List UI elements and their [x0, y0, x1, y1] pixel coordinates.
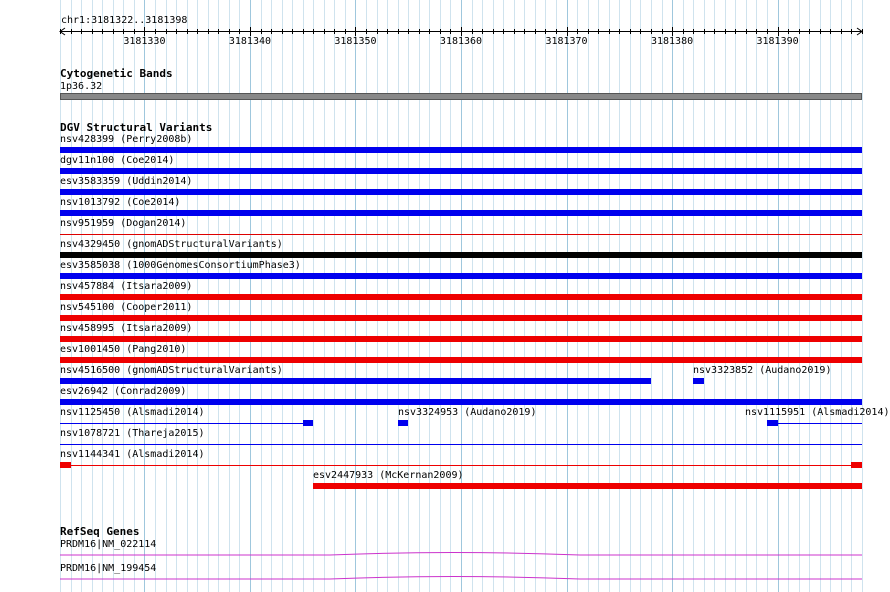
- dgv-feature-bar[interactable]: [398, 420, 408, 426]
- dgv-feature-label[interactable]: nsv1125450 (Alsmadi2014): [60, 407, 205, 418]
- dgv-feature-block[interactable]: [303, 420, 313, 426]
- dgv-feature-label[interactable]: nsv458995 (Itsara2009): [60, 323, 193, 334]
- dgv-feature-bar[interactable]: [60, 294, 862, 300]
- dgv-feature-bar[interactable]: [60, 423, 313, 424]
- dgv-feature-label[interactable]: esv1001450 (Pang2010): [60, 344, 187, 355]
- ruler-tick-label: 3181390: [756, 36, 799, 47]
- ruler-tick-label: 3181330: [123, 36, 166, 47]
- dgv-feature-label[interactable]: nsv428399 (Perry2008b): [60, 134, 193, 145]
- dgv-feature-bar[interactable]: [60, 168, 862, 174]
- ruler-tick-label: 3181340: [228, 36, 272, 47]
- gene-label-0[interactable]: PRDM16|NM_022114: [60, 539, 157, 550]
- dgv-feature-bar[interactable]: [313, 483, 862, 489]
- dgv-feature-label[interactable]: nsv4329450 (gnomADStructuralVariants): [60, 239, 283, 250]
- dgv-feature-bar[interactable]: [60, 210, 862, 216]
- dgv-feature-block[interactable]: [60, 462, 71, 468]
- dgv-feature-block[interactable]: [851, 462, 862, 468]
- dgv-feature-bar[interactable]: [60, 378, 651, 384]
- dgv-feature-bar[interactable]: [60, 234, 862, 235]
- dgv-feature-bar[interactable]: [60, 147, 862, 153]
- dgv-feature-bar[interactable]: [60, 444, 862, 445]
- dgv-feature-bar[interactable]: [60, 189, 862, 195]
- cytoband-label: 1p36.32: [60, 81, 103, 92]
- dgv-feature-bar[interactable]: [60, 315, 862, 321]
- dgv-feature-bar[interactable]: [767, 423, 862, 424]
- dgv-feature-bar[interactable]: [693, 378, 704, 384]
- dgv-feature-label[interactable]: nsv951959 (Dogan2014): [60, 218, 187, 229]
- gene-intron-line: [60, 577, 862, 580]
- coordinate-ruler[interactable]: [0, 0, 890, 60]
- track-title-refseq: RefSeq Genes: [60, 525, 140, 538]
- dgv-feature-label[interactable]: nsv1144341 (Alsmadi2014): [60, 449, 205, 460]
- dgv-feature-label[interactable]: esv26942 (Conrad2009): [60, 386, 187, 397]
- dgv-feature-label[interactable]: nsv545100 (Cooper2011): [60, 302, 193, 313]
- ruler-tick-label: 3181370: [545, 36, 588, 47]
- dgv-feature-label[interactable]: esv2447933 (McKernan2009): [313, 470, 464, 481]
- dgv-feature-bar[interactable]: [60, 336, 862, 342]
- region-label: chr1:3181322..3181398: [61, 15, 188, 26]
- dgv-feature-label[interactable]: nsv457884 (Itsara2009): [60, 281, 193, 292]
- ruler-tick-label: 3181380: [650, 36, 694, 47]
- dgv-feature-label[interactable]: esv3583359 (Uddin2014): [60, 176, 193, 187]
- dgv-feature-bar[interactable]: [60, 357, 862, 363]
- dgv-feature-label[interactable]: nsv1013792 (Coe2014): [60, 197, 181, 208]
- gene-label-1[interactable]: PRDM16|NM_199454: [60, 563, 157, 574]
- dgv-feature-bar[interactable]: [60, 399, 862, 405]
- track-title-cytoband: Cytogenetic Bands: [60, 67, 173, 80]
- dgv-feature-label[interactable]: nsv3323852 (Audano2019): [693, 365, 832, 376]
- dgv-feature-block[interactable]: [767, 420, 778, 426]
- gene-models[interactable]: [0, 540, 890, 590]
- ruler-tick-label: 3181350: [334, 36, 377, 47]
- dgv-feature-label[interactable]: dgv11n100 (Coe2014): [60, 155, 175, 166]
- dgv-feature-label[interactable]: nsv4516500 (gnomADStructuralVariants): [60, 365, 283, 376]
- gene-intron-line: [60, 553, 862, 556]
- dgv-feature-label[interactable]: nsv3324953 (Audano2019): [398, 407, 537, 418]
- dgv-feature-bar[interactable]: [60, 465, 862, 466]
- dgv-feature-bar[interactable]: [60, 252, 862, 258]
- dgv-feature-bar[interactable]: [60, 273, 862, 279]
- dgv-feature-label[interactable]: nsv1115951 (Alsmadi2014): [745, 407, 890, 418]
- dgv-feature-label[interactable]: esv3585038 (1000GenomesConsortiumPhase3): [60, 260, 301, 271]
- ruler-tick-label: 3181360: [439, 36, 483, 47]
- cytoband-bar[interactable]: [60, 93, 862, 100]
- dgv-feature-label[interactable]: nsv1078721 (Thareja2015): [60, 428, 205, 439]
- track-title-dgv: DGV Structural Variants: [60, 121, 213, 134]
